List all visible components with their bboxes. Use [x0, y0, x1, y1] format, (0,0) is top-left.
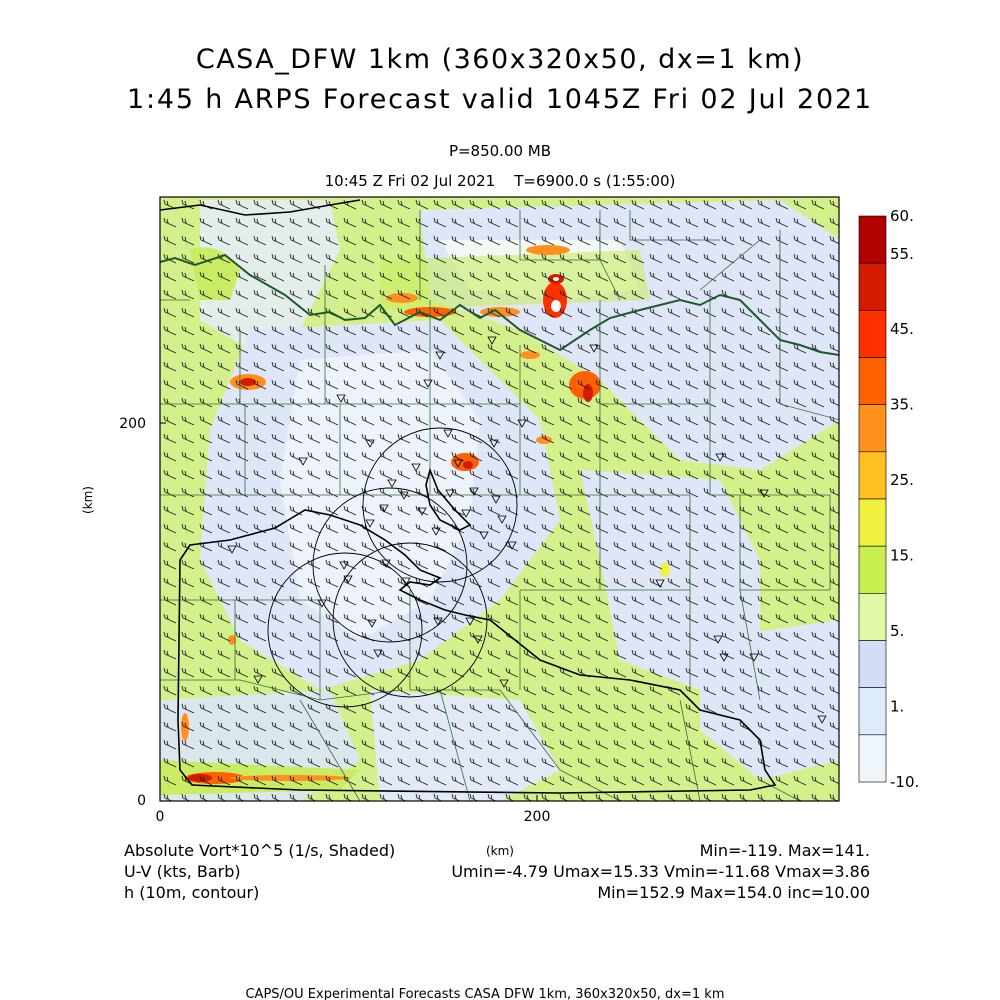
- colorbar-swatch: [859, 641, 886, 688]
- colorbar-swatch: [859, 735, 886, 782]
- legend-height: h (10m, contour): [124, 883, 260, 902]
- wind-stats: Umin=-4.79 Umax=15.33 Vmin=-11.68 Vmax=3.86: [451, 862, 870, 881]
- colorbar-swatch: [859, 452, 886, 499]
- colorbar-label: 60.: [890, 207, 914, 225]
- footer-credit: CAPS/OU Experimental Forecasts CASA DFW 1km, 360x320x50, dx=1 km: [245, 987, 725, 1000]
- y-tick-label-0: 0: [137, 793, 146, 809]
- figure-title-line2: 1:45 h ARPS Forecast valid 1045Z Fri 02 Jul 2021: [127, 84, 873, 115]
- colorbar-swatch: [859, 358, 886, 405]
- figure-title-line1: CASA_DFW 1km (360x320x50, dx=1 km): [195, 44, 805, 75]
- colorbar-swatch: [859, 499, 886, 546]
- vorticity-stats: Min=-119. Max=141.: [699, 841, 870, 860]
- vorticity-shading: [160, 197, 840, 801]
- legend-wind: U-V (kts, Barb): [124, 862, 241, 881]
- colorbar-swatch: [859, 688, 886, 735]
- wind-barbs: [160, 197, 839, 801]
- colorbar-swatch: [859, 546, 886, 593]
- colorbar-label: 55.: [890, 244, 914, 263]
- x-tick-label-0: 0: [155, 809, 165, 825]
- colorbar-label: 15.: [890, 546, 914, 565]
- colorbar-swatch: [859, 263, 886, 310]
- valid-time: 10:45 Z Fri 02 Jul 2021 T=6900.0 s (1:55:00): [324, 172, 676, 190]
- y-axis-unit: (km): [81, 485, 95, 515]
- colorbar-label: 1.: [890, 697, 905, 716]
- x-tick-label-200: 200: [523, 809, 551, 825]
- pressure-level: P=850.00 MB: [448, 142, 552, 160]
- colorbar-label: -10.: [890, 773, 920, 791]
- colorbar: [859, 207, 919, 791]
- colorbar-label: 35.: [890, 395, 914, 414]
- colorbar-swatch: [859, 216, 886, 263]
- legend-vorticity: Absolute Vort*10^5 (1/s, Shaded): [124, 841, 396, 860]
- colorbar-swatch: [859, 405, 886, 452]
- height-stats: Min=152.9 Max=154.0 inc=10.00: [597, 883, 870, 902]
- colorbar-swatch: [859, 310, 886, 357]
- colorbar-label: 25.: [890, 471, 914, 490]
- colorbar-label: 45.: [890, 320, 914, 339]
- y-tick-label-200: 200: [119, 416, 146, 432]
- x-axis-unit: (km): [485, 844, 515, 858]
- colorbar-label: 5.: [890, 622, 905, 641]
- colorbar-swatch: [859, 593, 886, 640]
